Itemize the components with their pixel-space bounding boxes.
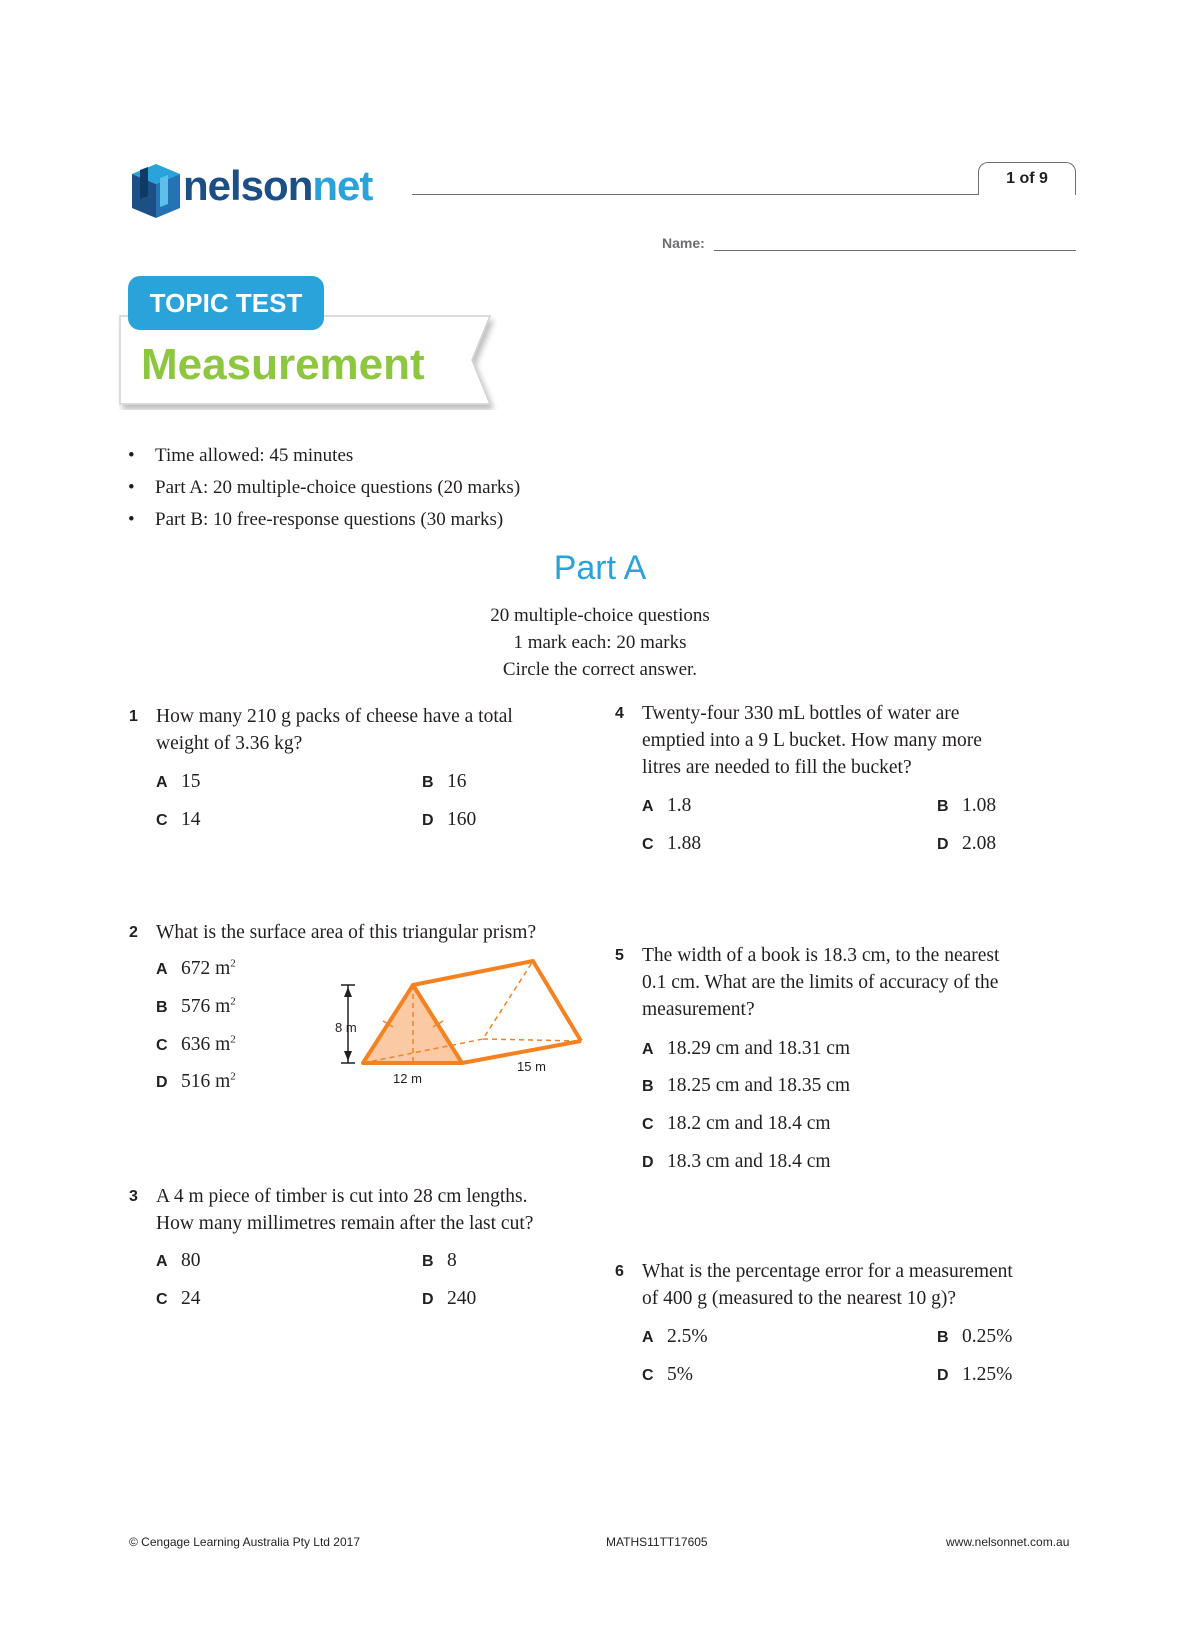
option-letter: B: [156, 999, 168, 1016]
option-text: 1.25%: [962, 1364, 1013, 1385]
question-line: Twenty-four 330 mL bottles of water are: [642, 703, 960, 724]
option-2d[interactable]: [156, 1068, 236, 1096]
option-letter: D: [422, 1291, 434, 1308]
question-1: [129, 703, 589, 763]
option-letter: B: [642, 1078, 654, 1095]
option-2a[interactable]: [156, 955, 236, 983]
question-line: measurement?: [642, 999, 755, 1020]
option-text: 1.8: [667, 795, 692, 816]
brand-wordmark: [183, 162, 372, 210]
option-3b[interactable]: [422, 1247, 457, 1275]
question-line: What is the percentage error for a measurement: [642, 1261, 1013, 1282]
page-indicator: 1 of 9: [978, 162, 1076, 195]
option-text: 18.29 cm and 18.31 cm: [667, 1038, 851, 1059]
option-3c[interactable]: [156, 1285, 201, 1313]
question-line: What is the surface area of this triangular prism?: [156, 922, 537, 943]
question-line: The width of a book is 18.3 cm, to the nearest: [642, 945, 1000, 966]
option-text: 0.25%: [962, 1326, 1013, 1347]
option-letter: B: [422, 1253, 434, 1270]
option-letter: D: [937, 1367, 949, 1384]
option-4c[interactable]: [642, 830, 701, 858]
option-superscript: 2: [230, 1070, 236, 1083]
option-text: 2.5%: [667, 1326, 708, 1347]
question-5: [615, 942, 1085, 1028]
intro-item: • Part B: 10 free-response questions (30 marks): [128, 504, 520, 536]
option-letter: C: [642, 1116, 654, 1133]
arrowhead: [344, 987, 352, 997]
question-number: 4: [615, 705, 624, 722]
brand-part1: nelson: [183, 162, 313, 209]
height-label: 8 m: [335, 1020, 357, 1035]
option-text: 18.2 cm and 18.4 cm: [667, 1113, 831, 1134]
option-letter: D: [937, 836, 949, 853]
part-subtitle-2: 1 mark each: 20 marks: [513, 632, 687, 653]
length-label: 15 m: [517, 1059, 546, 1074]
arrowhead: [344, 1051, 352, 1061]
topic-title: Measurement: [141, 340, 425, 389]
question-text: [642, 700, 982, 781]
question-line: A 4 m piece of timber is cut into 28 cm lengths.: [156, 1186, 528, 1207]
question-line: of 400 g (measured to the nearest 10 g)?: [642, 1288, 957, 1309]
question-text: [156, 703, 513, 757]
option-6b[interactable]: [937, 1323, 1012, 1351]
intro-item: • Part A: 20 multiple-choice questions (20 marks): [128, 472, 520, 504]
option-5b[interactable]: [642, 1072, 850, 1100]
option-5d[interactable]: [642, 1148, 831, 1176]
part-subtitle-1: 20 multiple-choice questions: [490, 605, 710, 626]
question-line: How many 210 g packs of cheese have a total: [156, 706, 513, 727]
option-text: 15: [181, 771, 201, 792]
name-label: Name:: [662, 235, 705, 251]
option-letter: A: [642, 798, 654, 815]
option-4b[interactable]: [937, 792, 996, 820]
option-text: 1.88: [667, 833, 702, 854]
option-text: 576 m: [181, 996, 231, 1017]
question-text: [156, 1183, 533, 1237]
option-letter: B: [422, 774, 434, 791]
option-letter: A: [156, 961, 168, 978]
option-2b[interactable]: [156, 993, 236, 1021]
name-field-line[interactable]: [714, 250, 1076, 251]
option-1b[interactable]: [422, 768, 467, 796]
topic-test-badge: TOPIC TEST: [128, 276, 324, 330]
footer-website[interactable]: www.nelsonnet.com.au: [946, 1535, 1070, 1549]
base-label: 12 m: [393, 1071, 422, 1086]
question-text: [642, 1258, 1013, 1312]
part-title: Part A: [553, 549, 647, 587]
question-text: [642, 942, 999, 1023]
option-text: 160: [447, 809, 477, 830]
option-5a[interactable]: [642, 1035, 850, 1063]
option-4a[interactable]: [642, 792, 691, 820]
option-superscript: 2: [230, 995, 236, 1008]
option-superscript: 2: [230, 957, 236, 970]
option-text: 2.08: [962, 833, 997, 854]
option-6a[interactable]: [642, 1323, 708, 1351]
option-letter: C: [642, 1367, 654, 1384]
option-3d[interactable]: [422, 1285, 476, 1313]
question-line: weight of 3.36 kg?: [156, 733, 303, 754]
option-letter: C: [156, 812, 168, 829]
question-number: 3: [129, 1188, 138, 1205]
option-letter: D: [422, 812, 434, 829]
intro-item: • Time allowed: 45 minutes: [128, 440, 520, 472]
question-text: [156, 919, 536, 946]
option-text: 672 m: [181, 958, 231, 979]
option-text: 240: [447, 1288, 477, 1309]
question-3: [129, 1183, 599, 1243]
option-text: 24: [181, 1288, 201, 1309]
option-letter: C: [156, 1037, 168, 1054]
question-6: [615, 1258, 1095, 1318]
part-subtitle-3: Circle the correct answer.: [502, 659, 698, 680]
option-letter: B: [937, 798, 949, 815]
question-4: [615, 700, 1085, 786]
option-text: 516 m: [181, 1071, 231, 1092]
option-letter: C: [156, 1291, 168, 1308]
option-text: 18.25 cm and 18.35 cm: [667, 1075, 851, 1096]
option-letter: C: [642, 836, 654, 853]
question-2: [129, 919, 599, 949]
option-letter: D: [642, 1154, 654, 1171]
question-line: 0.1 cm. What are the limits of accuracy of the: [642, 972, 999, 993]
option-2c[interactable]: [156, 1031, 236, 1059]
option-text: 5%: [667, 1364, 693, 1385]
option-letter: A: [156, 774, 168, 791]
option-letter: D: [156, 1074, 168, 1091]
question-number: 5: [615, 947, 624, 964]
option-5c[interactable]: [642, 1110, 831, 1138]
option-letter: B: [937, 1329, 949, 1346]
option-text: 14: [181, 809, 201, 830]
question-number: 1: [129, 708, 138, 725]
brand-part2: net: [312, 162, 373, 209]
triangular-prism-diagram: [335, 955, 595, 1090]
option-text: 18.3 cm and 18.4 cm: [667, 1151, 831, 1172]
question-number: 6: [615, 1263, 624, 1280]
question-line: litres are needed to fill the bucket?: [642, 757, 912, 778]
header-rule: [412, 194, 1076, 195]
intro-list: [128, 440, 520, 536]
option-1c[interactable]: [156, 806, 201, 834]
footer-code: MATHS11TT17605: [606, 1535, 708, 1549]
question-line: emptied into a 9 L bucket. How many more: [642, 730, 982, 751]
option-superscript: 2: [230, 1033, 236, 1046]
option-text: 636 m: [181, 1034, 231, 1055]
option-1a[interactable]: [156, 768, 201, 796]
option-letter: A: [156, 1253, 168, 1270]
option-4d[interactable]: [937, 830, 996, 858]
option-1d[interactable]: [422, 806, 476, 834]
option-6d[interactable]: [937, 1361, 1012, 1389]
option-3a[interactable]: [156, 1247, 201, 1275]
option-text: 80: [181, 1250, 201, 1271]
option-letter: A: [642, 1329, 654, 1346]
option-letter: A: [642, 1041, 654, 1058]
option-text: 8: [447, 1250, 457, 1271]
option-6c[interactable]: [642, 1361, 693, 1389]
footer-copyright: © Cengage Learning Australia Pty Ltd 2017: [129, 1535, 360, 1549]
question-number: 2: [129, 924, 138, 941]
question-line: How many millimetres remain after the last cut?: [156, 1213, 534, 1234]
prism-hidden-edge: [483, 1039, 581, 1041]
option-text: 1.08: [962, 795, 997, 816]
option-text: 16: [447, 771, 467, 792]
